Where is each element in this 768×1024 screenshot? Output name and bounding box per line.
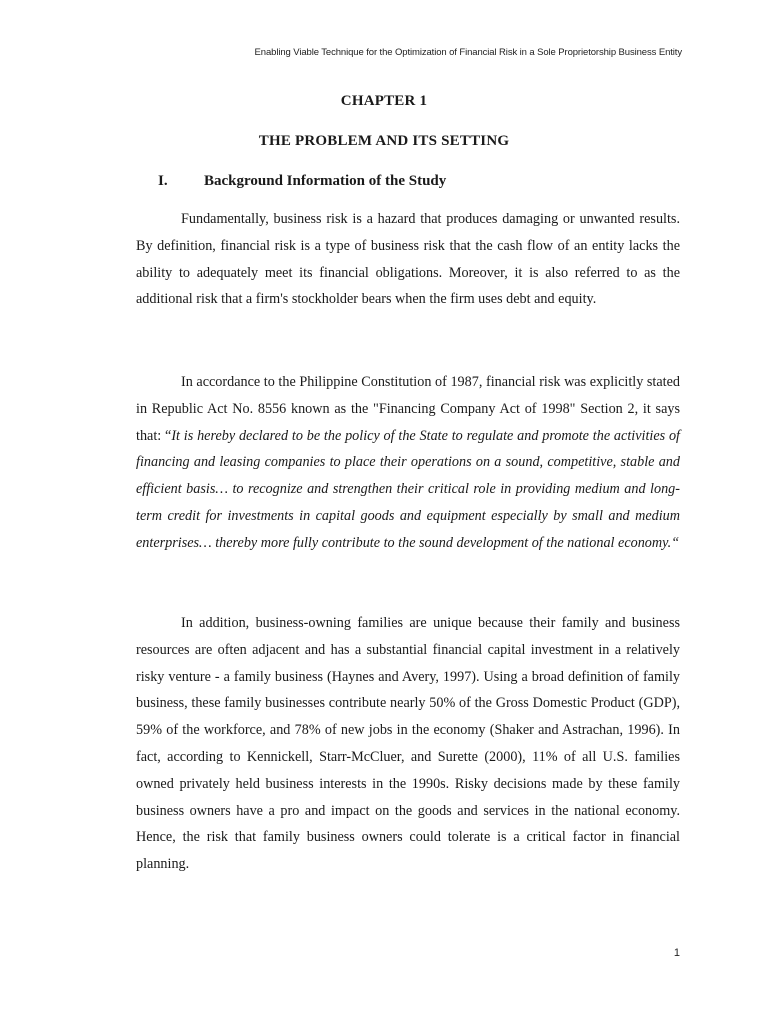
chapter-title: THE PROBLEM AND ITS SETTING: [258, 133, 510, 149]
section-title: Background Information of the Study: [204, 173, 447, 189]
running-header: Enabling Viable Technique for the Optimization of Financial Risk in a Sole Proprietorship Business Entity: [254, 47, 682, 58]
page-number: 1: [673, 947, 680, 959]
paragraph-2-lead-text: In accordance to the Philippine Constitution of 1987, financial risk was explicitly stated in Republic Act No. 8556 known as the "Financing Company Act of 1998" Section 2, it says that: “: [136, 374, 680, 444]
legal-quotation: It is hereby declared to be the policy of the State to regulate and promote the activities of financing and leasing companies to place their operations on a sound, competitive, stable and efficient basis… to recognize and strengthen their critical role in providing medium and long-term credit for investments in capital goods and equipment especially by small and medium enterprises… thereby more fully contribute to the sound development of the national economy.“: [136, 427, 680, 551]
body-paragraph-2: [136, 369, 680, 557]
chapter-label: CHAPTER 1: [340, 93, 428, 109]
body-paragraph-1: Fundamentally, business risk is a hazard that produces damaging or unwanted results. By definition, financial risk is a type of business risk that the cash flow of an entity lacks the ability to adequately meet its financial obligations. Moreover, it is also referred to as the additional risk that a firm's stockholder bears when the firm uses debt and equity.: [136, 211, 680, 308]
section-heading: [158, 173, 446, 190]
body-paragraph-3: In addition, business-owning families are unique because their family and business resources are often adjacent and has a substantial financial capital investment in a relatively risky venture - a family business (Haynes and Avery, 1997). Using a broad definition of family business, these family businesses contribute nearly 50% of the Gross Domestic Product (GDP), 59% of the workforce, and 78% of new jobs in the economy (Shaker and Astrachan, 1996). In fact, according to Kennickell, Starr-McCluer, and Surette (2000), 11% of all U.S. families owned privately held business interests in the 1990s. Risky decisions made by these family business owners have a pro and impact on the goods and services in the national economy. Hence, the risk that family business owners could tolerate is a critical factor in financial planning.: [136, 615, 680, 873]
section-number: I.: [158, 173, 168, 189]
